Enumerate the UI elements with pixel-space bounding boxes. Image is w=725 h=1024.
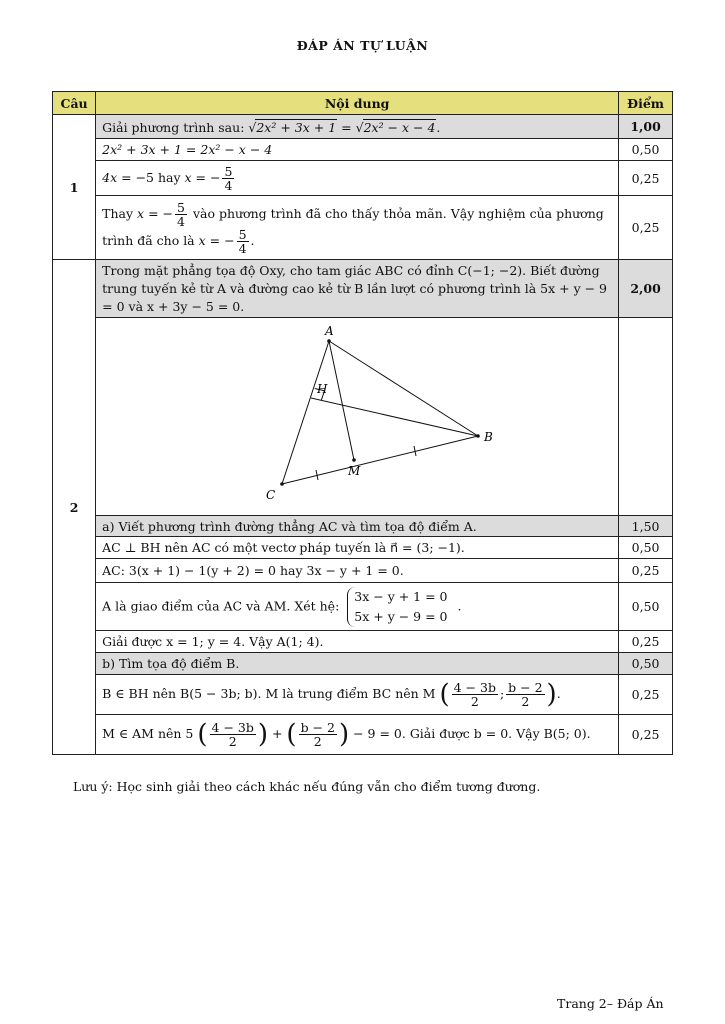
q1-prompt-points: 1,00 [619, 115, 673, 139]
q2-a-step2: AC: 3(x + 1) − 1(y + 2) = 0 hay 3x − y + 1 = 0. [96, 559, 619, 583]
label-a: A [325, 324, 334, 338]
table-row [53, 516, 673, 537]
question-number: 1 [53, 115, 96, 260]
table-row [53, 260, 673, 318]
q2-b-step1-points: 0,25 [619, 675, 673, 715]
page-title: ĐÁP ÁN TỰ LUẬN [296, 38, 429, 53]
q2-b-step2-points: 0,25 [619, 715, 673, 755]
table-row [53, 715, 673, 755]
table-row [53, 631, 673, 653]
q1-step3: Thay x = − $\frac{5}{4}$ vào phương trình đã cho thấy thỏa mãn. Vậy nghiệm của phương trình đã cho là x = − $\frac{5}{4}$ . [96, 196, 619, 260]
question-number: 2 [53, 260, 96, 755]
q2-a-step4: Giải được x = 1; y = 4. Vậy A(1; 4). [96, 631, 619, 653]
triangle-figure [96, 318, 618, 512]
table-row [53, 161, 673, 196]
equation-system: 3x − y + 1 = 0 5x + y − 9 = 0 [347, 587, 453, 627]
point-a [327, 339, 331, 343]
table-row [53, 675, 673, 715]
q2-a-step3-points: 0,50 [619, 583, 673, 631]
table-row [53, 537, 673, 559]
table-row [53, 196, 673, 260]
side-ac [282, 341, 329, 484]
header-cau: Câu [53, 92, 96, 115]
q1-step2-points: 0,25 [619, 161, 673, 196]
label-c: C [266, 488, 276, 502]
table-header [53, 92, 673, 115]
table-row [53, 139, 673, 161]
q2-b-step2: M ∈ AM nên 5 ( $\frac{4 - 3b}{2}$ ) + ( $\frac{b - 2}{2}$ ) − 9 = 0. Giải được b = 0. Vậy B(5; 0). [96, 715, 619, 755]
label-m: M [348, 464, 361, 478]
q1-step1: 2x² + 3x + 1 = 2x² − x − 4 [96, 139, 619, 161]
q2-a-step2-points: 0,25 [619, 559, 673, 583]
q2-prompt: Trong mặt phẳng tọa độ Oxy, cho tam giác ABC có đỉnh C(−1; −2). Biết đường trung tuyến kẻ từ A và đường cao kẻ từ B lần lượt có phương trình là 5x + y − 9 = 0 và x + 3y − 5 = 0. [96, 260, 619, 318]
table-row [53, 653, 673, 675]
label-b: B [484, 430, 493, 444]
altitude-bh [311, 398, 478, 436]
table-row [53, 559, 673, 583]
q2-part-a-points: 1,50 [619, 516, 673, 537]
median-am [329, 341, 354, 460]
q2-a-step1-points: 0,50 [619, 537, 673, 559]
q2-b-step1: B ∈ BH nên B(5 − 3b; b). M là trung điểm BC nên M ( $\frac{4 - 3b}{2}$ ; $\frac{b - 2}{2}$ ). [96, 675, 619, 715]
q1-step1-points: 0,50 [619, 139, 673, 161]
label-h: H [317, 382, 328, 396]
q2-a-step4-points: 0,25 [619, 631, 673, 653]
q1-step3-points: 0,25 [619, 196, 673, 260]
table-row [53, 115, 673, 139]
q2-part-a: a) Viết phương trình đường thẳng AC và tìm tọa độ điểm A. [96, 516, 619, 537]
q2-a-step3: A là giao điểm của AC và AM. Xét hệ: 3x − y + 1 = 0 5x + y − 9 = 0 . [96, 583, 619, 631]
point-c [280, 482, 284, 486]
q1-prompt: Giải phương trình sau: √2x² + 3x + 1 = √2x² − x − 4. [96, 115, 619, 139]
answer-table [52, 91, 673, 755]
point-b [476, 434, 480, 438]
table-row [53, 583, 673, 631]
table-row [53, 318, 673, 516]
header-noidung: Nội dung [96, 92, 619, 115]
side-cb [282, 436, 478, 484]
note-text: Lưu ý: Học sinh giải theo cách khác nếu đúng vẫn cho điểm tương đương. [73, 779, 541, 794]
point-m [352, 458, 356, 462]
q1-step2: 4x = −5 hay x = − $\frac{5}{4}$ [96, 161, 619, 196]
q2-part-b: b) Tìm tọa độ điểm B. [96, 653, 619, 675]
q2-figure-cell [96, 318, 619, 516]
header-diem: Điểm [619, 92, 673, 115]
page-footer: Trang 2– Đáp Án [557, 996, 664, 1011]
side-ab [329, 341, 478, 436]
q2-a-step1: AC ⊥ BH nên AC có một vectơ pháp tuyến là n⃗ = (3; −1). [96, 537, 619, 559]
q2-part-b-points: 0,50 [619, 653, 673, 675]
q2-prompt-points: 2,00 [619, 260, 673, 318]
